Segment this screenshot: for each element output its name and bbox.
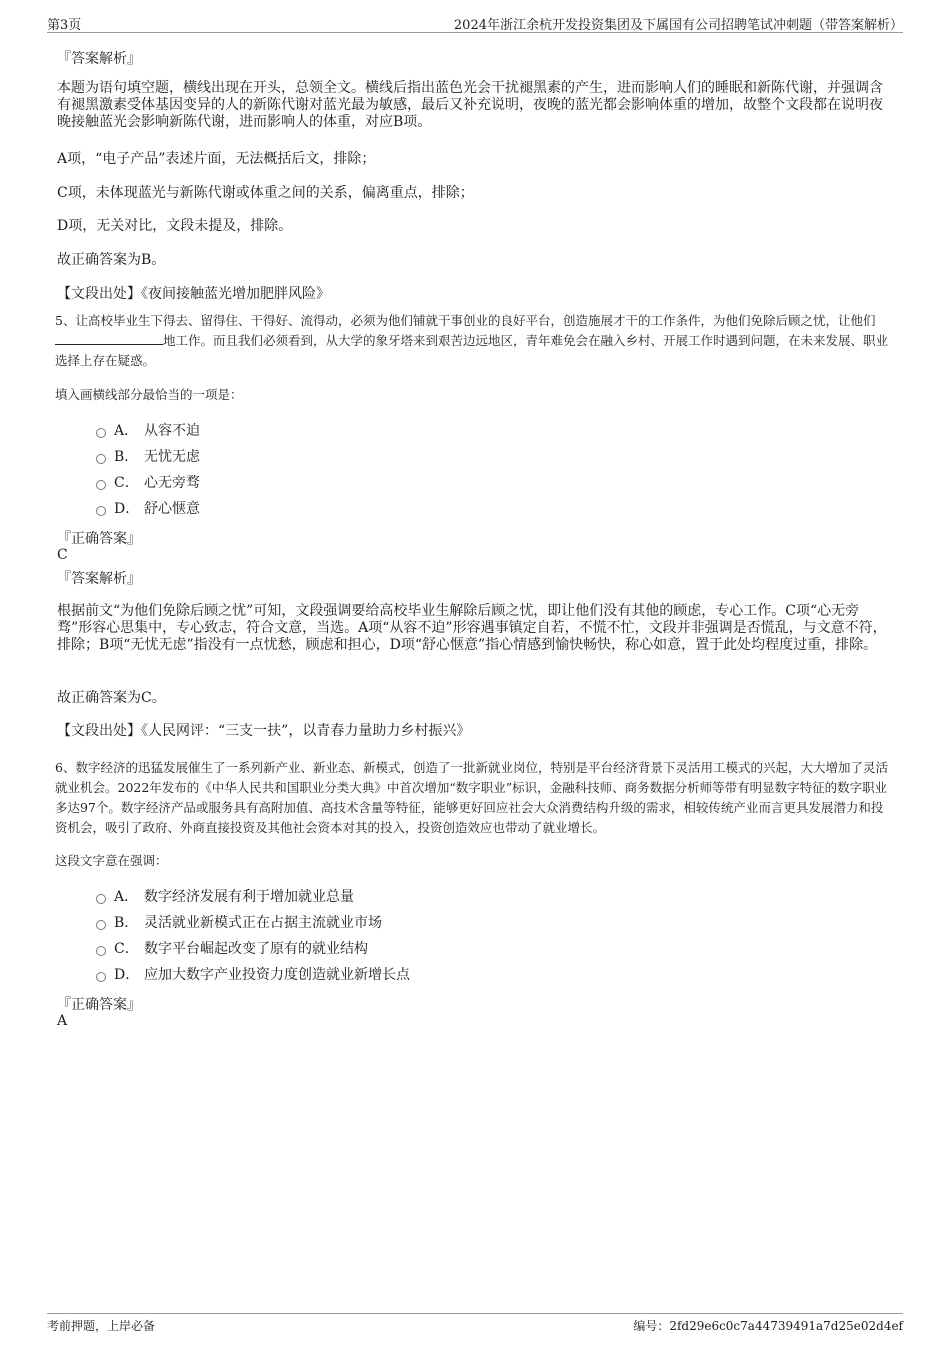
q4-conclusion: 故正确答案为B。 (57, 252, 166, 268)
page-header (47, 14, 903, 33)
radio-icon[interactable] (96, 454, 106, 464)
q5-analysis-paragraph: 根据前文“为他们免除后顾之忧”可知，文段强调要给高校毕业生解除后顾之忧，即让他们没有其他的顾虑，专心工作。C项“心无旁骛”形容心思集中，专心致志，符合文意，当选。A项“从容不迫”形容遇事镇定自若，不慌不忙，文段并非强调是否慌乱，与文意不符，排除；B项“无忧无虑”指没有一点忧愁，顾虑和担心，D项“舒心惬意”指心情感到愉快畅快，称心如意，置于此处均程度过重，排除。 (57, 603, 887, 653)
q5-stem-after: 地工作。而且我们必须看到，从大学的象牙塔来到艰苦边远地区，青年难免会在融入乡村、开展工作时遇到问题，在未来发展、职业选择上存在疑惑。 (55, 333, 889, 368)
q5-conclusion: 故正确答案为C。 (57, 690, 166, 706)
page-number: 第3页 (47, 18, 82, 33)
radio-icon[interactable] (96, 428, 106, 438)
q5-option-c[interactable]: C． 心无旁骛 (96, 473, 200, 493)
q5-prompt: 填入画横线部分最恰当的一项是： (55, 387, 243, 402)
q5-option-d[interactable]: D． 舒心惬意 (96, 499, 200, 519)
q5-fill-blank (55, 332, 163, 345)
q5-answer-label: 『正确答案』 (57, 531, 141, 547)
q5-stem (55, 311, 895, 371)
radio-icon[interactable] (96, 506, 106, 516)
q5-option-b[interactable]: B． 无忧无虑 (96, 447, 200, 467)
radio-icon[interactable] (96, 946, 106, 956)
page-footer (47, 1313, 903, 1338)
radio-icon[interactable] (96, 920, 106, 930)
q4-analysis-paragraph: 本题为语句填空题，横线出现在开头，总领全文。横线后指出蓝色光会干扰褪黑素的产生，进而影响人们的睡眠和新陈代谢，并强调含有褪黑激素受体基因变异的人的新陈代谢对蓝光最为敏感，最后又补充说明，夜晚的蓝光都会影响体重的增加，故整个文段都在说明夜晚接触蓝光会影响新陈代谢，进而影响人的体重，对应B项。 (57, 80, 883, 130)
footer-slogan: 考前押题，上岸必备 (47, 1319, 156, 1333)
q6-option-b[interactable]: B． 灵活就业新模式正在占据主流就业市场 (96, 913, 382, 933)
q4-source: 【文段出处】《夜间接触蓝光增加肥胖风险》 (57, 286, 330, 302)
q6-prompt: 这段文字意在强调： (55, 853, 168, 868)
document-code: 编号：2fd29e6c0c7a44739491a7d25e02d4ef (633, 1319, 903, 1333)
q5-analysis-label: 『答案解析』 (57, 571, 141, 587)
q4-analysis-option-a: A项，“电子产品”表述片面，无法概括后文，排除； (57, 151, 376, 167)
q5-option-a[interactable]: A． 从容不迫 (96, 421, 200, 441)
q6-option-c[interactable]: C． 数字平台崛起改变了原有的就业结构 (96, 939, 368, 959)
q6-stem: 6、数字经济的迅猛发展催生了一系列新产业、新业态、新模式，创造了一批新就业岗位，特别是平台经济背景下灵活用工模式的兴起，大大增加了灵活就业机会。2022年发布的《中华人民共和国职业分类大典》中首次增加“数字职业”标识，金融科技师、商务数据分析师等带有明显数字特征的数字职业多达97个。数字经济产品或服务具有高附加值、高技术含量等特征，能够更好回应社会大众消费结构升级的需求，相较传统产业而言更具发展潜力和投资机会，吸引了政府、外商直接投资及其他社会资本对其的投入，投资创造效应也带动了就业增长。 (55, 760, 888, 835)
q4-analysis-label: 『答案解析』 (57, 51, 141, 67)
q4-analysis-option-d: D项，无关对比，文段未提及，排除。 (57, 218, 293, 234)
q5-stem-before: 5、让高校毕业生下得去、留得住、干得好、流得动，必须为他们铺就干事创业的良好平台，创造施展才干的工作条件，为他们免除后顾之忧，让他们 (55, 313, 876, 328)
q6-option-a[interactable]: A． 数字经济发展有利于增加就业总量 (96, 887, 354, 907)
document-title: 2024年浙江余杭开发投资集团及下属国有公司招聘笔试冲刺题（带答案解析） (453, 18, 903, 33)
radio-icon[interactable] (96, 972, 106, 982)
q5-answer: C (57, 547, 68, 563)
q6-answer-label: 『正确答案』 (57, 997, 141, 1013)
radio-icon[interactable] (96, 894, 106, 904)
q4-analysis-option-c: C项，未体现蓝光与新陈代谢或体重之间的关系，偏离重点，排除； (57, 185, 474, 201)
radio-icon[interactable] (96, 480, 106, 490)
q6-answer: A (57, 1013, 68, 1029)
q5-source: 【文段出处】《人民网评：“三支一扶”，以青春力量助力乡村振兴》 (57, 723, 471, 739)
q6-option-d[interactable]: D． 应加大数字产业投资力度创造就业新增长点 (96, 965, 410, 985)
